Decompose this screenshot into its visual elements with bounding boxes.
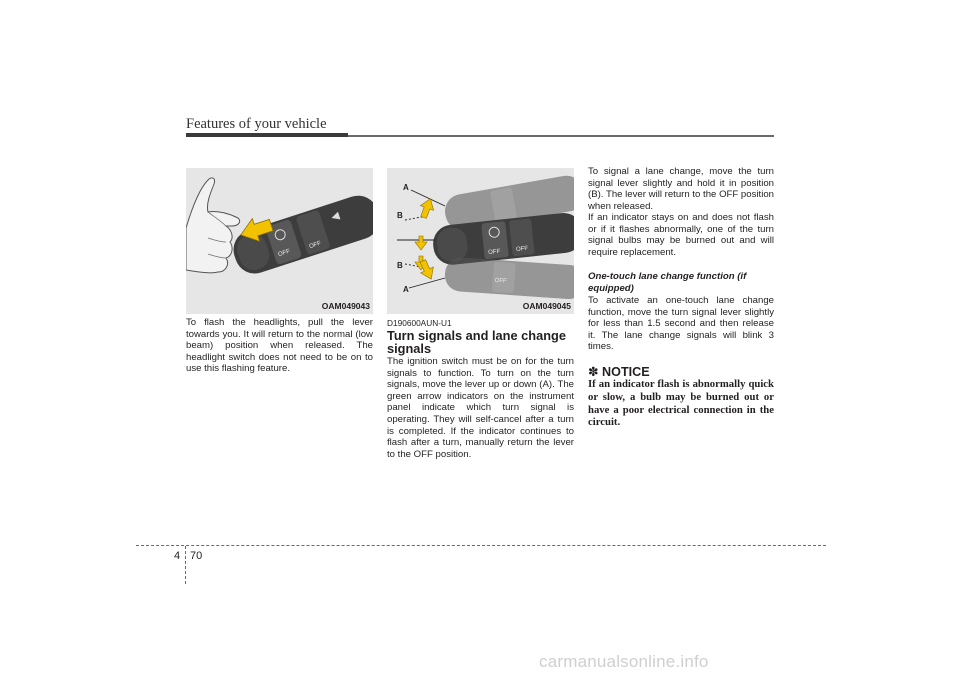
figure-headlight-flash [186, 168, 373, 314]
svg-text:OFF: OFF [515, 245, 529, 254]
label-a-up: A [403, 183, 409, 192]
label-b-down: B [397, 261, 403, 270]
figure-code: OAM049043 [321, 301, 370, 311]
svg-text:OFF: OFF [487, 248, 501, 256]
notice-heading: ✽ NOTICE [588, 365, 650, 379]
svg-text:OFF: OFF [308, 240, 322, 251]
indicator-fault-text: If an indicator stays on and does not flash or if it flashes abnormally, one of the turn signal bulbs may be burned out and will require replacement. [588, 212, 774, 258]
label-a-down: A [403, 285, 409, 294]
lever-pull-illustration [186, 168, 373, 314]
footer-rule [136, 545, 826, 546]
svg-text:OFF: OFF [277, 248, 291, 259]
section-heading: Turn signals and lane change signals [387, 328, 566, 356]
turn-signal-text: The ignition switch must be on for the turn signals to function. To turn on the turn signals, move the lever up or down (A). The green arrow indicators on the instrument panel indicate which turn signal is operating. They will self-cancel after a turn is completed. If the indicator continues to flash after a turn, manually return the lever to the OFF position. [387, 356, 574, 460]
svg-text:OFF: OFF [494, 277, 507, 285]
chapter-number: 4 [174, 550, 181, 562]
arrow-down-b-icon [415, 236, 427, 250]
page-header-title: Features of your vehicle [186, 116, 327, 132]
one-touch-subheading: One-touch lane change function (if equipped) [588, 271, 747, 294]
figure-turn-signal [387, 168, 574, 314]
lane-change-text: To signal a lane change, move the turn signal lever slightly and hold it in position (B). The lever will return to the OFF position when released. [588, 166, 774, 212]
figure-code: OAM049045 [522, 301, 571, 311]
hand-icon [186, 178, 240, 273]
page-number: 70 [190, 550, 203, 562]
label-b-up: B [397, 211, 403, 220]
header-rule-thick [186, 133, 348, 137]
footer-divider [185, 546, 186, 584]
notice-text: If an indicator flash is abnormally quick or slow, a bulb may be burned out or have a poor electrical connection in the circuit. [588, 378, 774, 429]
headlight-flash-text: To flash the headlights, pull the lever towards you. It will return to the normal (low beam) position when released. The headlight switch does not need to be on to use this flashing feature. [186, 317, 373, 375]
header-rule-thin [348, 135, 774, 137]
one-touch-text: To activate an one-touch lane change function, move the turn signal lever slightly for less than 1.5 second and then release it. The lane change signals will blink 3 times. [588, 295, 774, 353]
turn-signal-illustration [387, 168, 574, 314]
section-code: D190600AUN-U1 [387, 318, 452, 328]
arrow-up-a-icon [417, 196, 437, 220]
watermark: carmanualsonline.info [539, 652, 709, 671]
